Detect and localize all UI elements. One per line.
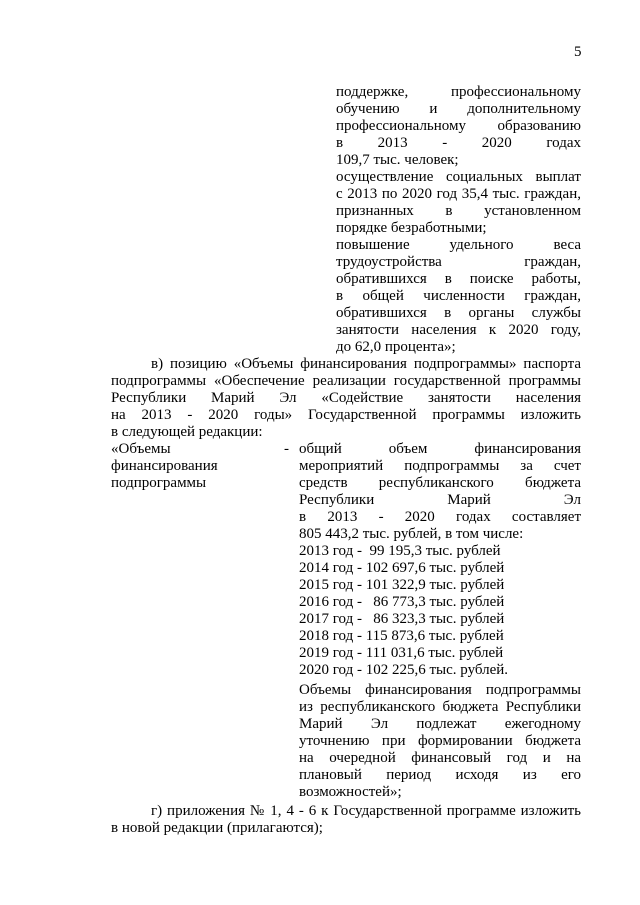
page-number: 5 [574,44,582,60]
indicator-text-line: 109,7 тыс. человек; [336,152,459,168]
indicator-text-line: в 2013 - 2020 годах [336,135,581,151]
year-funding-line: 2018 год - 115 873,6 тыс. рублей [299,628,504,644]
table-value-line: средств республиканского бюджета [299,475,581,491]
table-value-line: в 2013 - 2020 годах составляет [299,509,581,525]
table-value-line: Республики Марий Эл [299,492,581,508]
item-v-paragraph-line: в следующей редакции: [111,424,263,440]
item-v-paragraph-line: на 2013 - 2020 годы» Государственной программы изложить [111,407,581,423]
table-dash: - [284,441,289,457]
item-v-paragraph-line: Республики Марий Эл «Содействие занятости населения [111,390,581,406]
indicator-text-line: признанных в установленном [336,203,581,219]
volumes-note-line: возможностей»; [299,784,402,800]
year-funding-line: 2013 год - 99 195,3 тыс. рублей [299,543,501,559]
item-g-paragraph-line: в новой редакции (прилагаются); [111,820,323,836]
volumes-note-line: из республиканского бюджета Республики [299,699,581,715]
volumes-note-line: Марий Эл подлежат ежегодному [299,716,581,732]
volumes-note-line: уточнению при формировании бюджета [299,733,581,749]
table-value-line: мероприятий подпрограммы за счет [299,458,581,474]
indicator-text-line: обратившихся в поиске работы, [336,271,581,287]
indicator-text-line: трудоустройства граждан, [336,254,581,270]
volumes-note-line: плановый период исходя из его [299,767,581,783]
year-funding-line: 2015 год - 101 322,9 тыс. рублей [299,577,505,593]
indicator-text-line: обучению и дополнительному [336,101,581,117]
year-funding-line: 2019 год - 111 031,6 тыс. рублей [299,645,504,661]
year-funding-line: 2017 год - 86 323,3 тыс. рублей [299,611,505,627]
indicator-text-line: в общей численности граждан, [336,288,581,304]
item-v-paragraph-line: подпрограммы «Обеспечение реализации государственной программы [111,373,581,389]
indicator-text-line: осуществление социальных выплат [336,169,581,185]
table-value-line: 805 443,2 тыс. рублей, в том числе: [299,526,524,542]
volumes-note-line: Объемы финансирования подпрограммы [299,682,581,698]
year-funding-line: 2016 год - 86 773,3 тыс. рублей [299,594,505,610]
table-value-line: общий объем финансирования [299,441,581,457]
indicator-text-line: до 62,0 процента»; [336,339,456,355]
table-label-line: финансирования [111,458,218,474]
table-label-line: подпрограммы [111,475,207,491]
indicator-text-line: повышение удельного веса [336,237,581,253]
indicator-text-line: обратившихся в органы службы [336,305,581,321]
item-g-paragraph-line: г) приложения № 1, 4 - 6 к Государственной программе изложить [151,803,581,819]
indicator-text-line: с 2013 по 2020 год 35,4 тыс. граждан, [336,186,581,202]
year-funding-line: 2020 год - 102 225,6 тыс. рублей. [299,662,509,678]
table-label-line: «Объемы [111,441,171,457]
indicator-text-line: занятости населения к 2020 году, [336,322,581,338]
year-funding-line: 2014 год - 102 697,6 тыс. рублей [299,560,505,576]
volumes-note-line: на очередной финансовый год и на [299,750,581,766]
indicator-text-line: поддержке, профессиональному [336,84,581,100]
indicator-text-line: профессиональному образованию [336,118,581,134]
indicator-text-line: порядке безработными; [336,220,487,236]
item-v-paragraph-line: в) позицию «Объемы финансирования подпрограммы» паспорта [151,356,581,372]
